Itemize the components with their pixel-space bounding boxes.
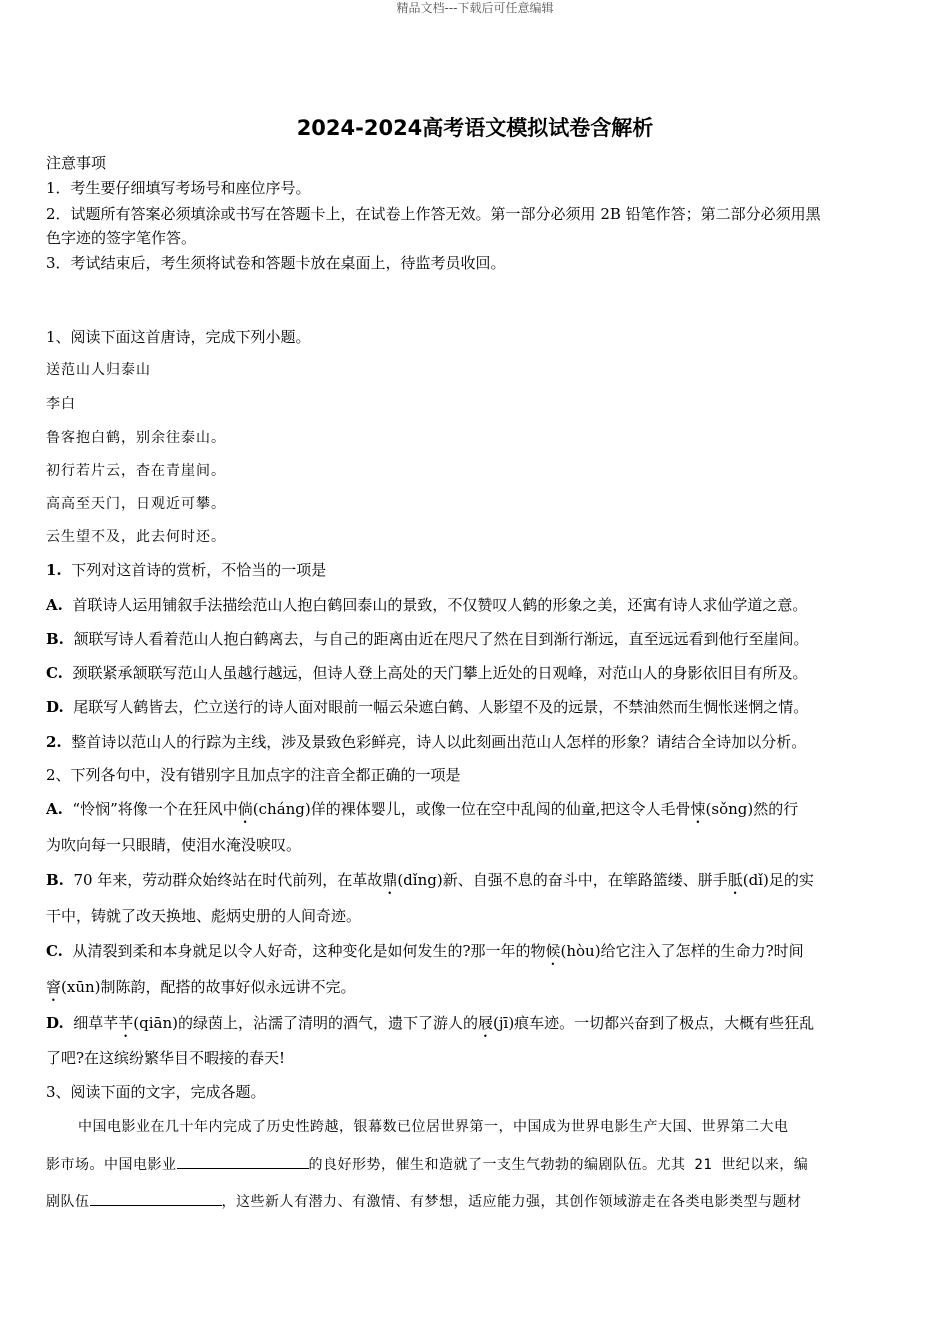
question-2-prompt: 2、下列各句中，没有错别字且加点字的注音全都正确的一项是: [46, 766, 461, 784]
option-label: A.: [46, 596, 63, 614]
option-text: “怜悯”将像一个在狂风中: [72, 800, 238, 818]
q2-option-c-cont: [46, 976, 906, 1005]
option-text: (dǐ)足的实: [742, 871, 814, 889]
option-text: (qiān)的绿茵上，沾濡了清明的酒气，遗下了游人的: [133, 1014, 478, 1032]
question-1-prompt: 1、阅读下面这首唐诗，完成下列小题。: [46, 328, 311, 346]
subquestion-2: [46, 731, 906, 753]
subquestion-1: [46, 559, 906, 581]
passage-text: 的良好形势，催生和造就了一支生气勃勃的编剧队伍。尤其 21 世纪以来，编: [308, 1157, 809, 1173]
option-text: 从清裂到柔和本身就足以令人好奇，这种变化是如何发生的?那一年的物: [72, 942, 546, 960]
q2-option-a: [46, 798, 906, 827]
option-text: 细草芊: [73, 1014, 119, 1032]
q2-option-d: [46, 1012, 906, 1041]
dotted-char: 窨: [46, 978, 62, 996]
subquestion-text: 整首诗以范山人的行踪为主线，涉及景致色彩鲜亮，诗人以此刻画出范山人怎样的形象？请结合全诗加以分析。: [71, 733, 807, 751]
dotted-char: 悚: [690, 800, 706, 818]
option-c: [46, 662, 906, 684]
subquestion-number: 2.: [46, 733, 62, 751]
option-d: [46, 696, 906, 718]
option-b: [46, 628, 906, 650]
option-text: (hòu)给它注入了怎样的生命力?时间: [560, 942, 804, 960]
subquestion-number: 1.: [46, 561, 62, 579]
option-label: A.: [46, 800, 63, 818]
notice-item: 1．考生要仔细填写考场号和座位序号。: [46, 179, 311, 197]
answer-blank[interactable]: [177, 1153, 309, 1169]
option-label: C.: [46, 942, 63, 960]
document-title: 2024-2024高考语文模拟试卷含解析: [296, 116, 654, 140]
q2-option-b: [46, 869, 906, 898]
passage-line: [46, 1190, 906, 1213]
dotted-char: 鼎: [382, 871, 398, 889]
option-label: B.: [46, 630, 64, 648]
option-label: C.: [46, 664, 63, 682]
poem-title: 送范山人归泰山: [46, 362, 151, 378]
option-text: (xūn)制陈韵，配搭的故事好似永远讲不完。: [61, 978, 356, 996]
option-text: 颔联写诗人看着范山人抱白鹤离去，与自己的距离由近在咫尺了然在目到渐行渐远，直至远远看到他行至崖间。: [73, 630, 809, 648]
option-text: (cháng)佯的裸体婴儿，或像一位在空中乱闯的仙童,把这令人毛骨: [252, 800, 691, 818]
dotted-char: 屐: [478, 1014, 494, 1032]
q2-option-a-cont: 为吹向每一只眼睛，使泪水淹没唳叹。: [46, 836, 302, 854]
option-label: D.: [46, 698, 64, 716]
q2-option-b-cont: 干中，铸就了改天换地、彪炳史册的人间奇迹。: [46, 907, 362, 925]
q2-option-c: [46, 940, 906, 969]
notice-item: 色字迹的签字笔作答。: [46, 229, 197, 247]
passage-text: 影市场。中国电影业: [46, 1157, 177, 1173]
header-watermark: 精品文档---下载后可任意编辑: [396, 1, 554, 15]
option-text: (sǒng)然的行: [705, 800, 799, 818]
option-label: D.: [46, 1014, 64, 1032]
option-text: (dǐng)新、自强不息的奋斗中，在筚路篮缕、胼手: [397, 871, 728, 889]
option-label: B.: [46, 871, 64, 889]
dotted-char: 候: [545, 942, 561, 960]
option-text: 首联诗人运用铺叙手法描绘范山人抱白鹤回泰山的景致，不仅赞叹人鹤的形象之美，还寓有诗人求仙学道之意。: [72, 596, 808, 614]
passage-text: 剧队伍: [46, 1194, 90, 1210]
question-3-prompt: 3、阅读下面的文字，完成各题。: [46, 1083, 266, 1101]
option-text: 70 年来，劳动群众始终站在时代前列，在革故: [73, 871, 383, 889]
dotted-char: 倘: [237, 800, 253, 818]
dotted-char: 芊: [118, 1014, 134, 1032]
notice-item: 3．考试结束后，考生须将试卷和答题卡放在桌面上，待监考员收回。: [46, 254, 506, 272]
poem-line: 初行若片云，杳在青崖间。: [46, 463, 226, 479]
dotted-char: 胝: [727, 871, 743, 889]
subquestion-text: 下列对这首诗的赏析，不恰当的一项是: [71, 561, 327, 579]
answer-blank[interactable]: [90, 1190, 222, 1206]
passage-line: [46, 1153, 906, 1176]
passage-text: ，这些新人有潜力、有激情、有梦想，适应能力强，其创作领域游走在各类电影类型与题材: [221, 1194, 802, 1210]
notice-heading: 注意事项: [46, 154, 107, 172]
option-text: 尾联写人鹤皆去，伫立送行的诗人面对眼前一幅云朵遮白鹤、人影望不及的远景，不禁油然而生惆怅迷惘之情。: [73, 698, 809, 716]
passage-line: 中国电影业在几十年内完成了历史性跨越，银幕数已位居世界第一，中国成为世界电影生产大国、世界第二大电: [78, 1119, 789, 1135]
poem-line: 云生望不及，此去何时还。: [46, 529, 226, 545]
option-a: [46, 594, 906, 616]
poem-line: 高高至天门，日观近可攀。: [46, 496, 226, 512]
option-text: 颈联紧承颔联写范山人虽越行越远，但诗人登上高处的天门攀上近处的日观峰，对范山人的身影依旧目有所及。: [72, 664, 808, 682]
poem-author: 李白: [46, 396, 76, 412]
poem-line: 鲁客抱白鹤，别余往泰山。: [46, 430, 226, 446]
notice-item: 2．试题所有答案必须填涂或书写在答题卡上，在试卷上作答无效。第一部分必须用 2B 铅笔作答；第二部分必须用黑: [46, 205, 821, 223]
option-text: (jī)痕车迹。一切都兴奋到了极点，大概有些狂乱: [493, 1014, 815, 1032]
q2-option-d-cont: 了吧?在这缤纷繁华目不暇接的春天!: [46, 1049, 286, 1067]
